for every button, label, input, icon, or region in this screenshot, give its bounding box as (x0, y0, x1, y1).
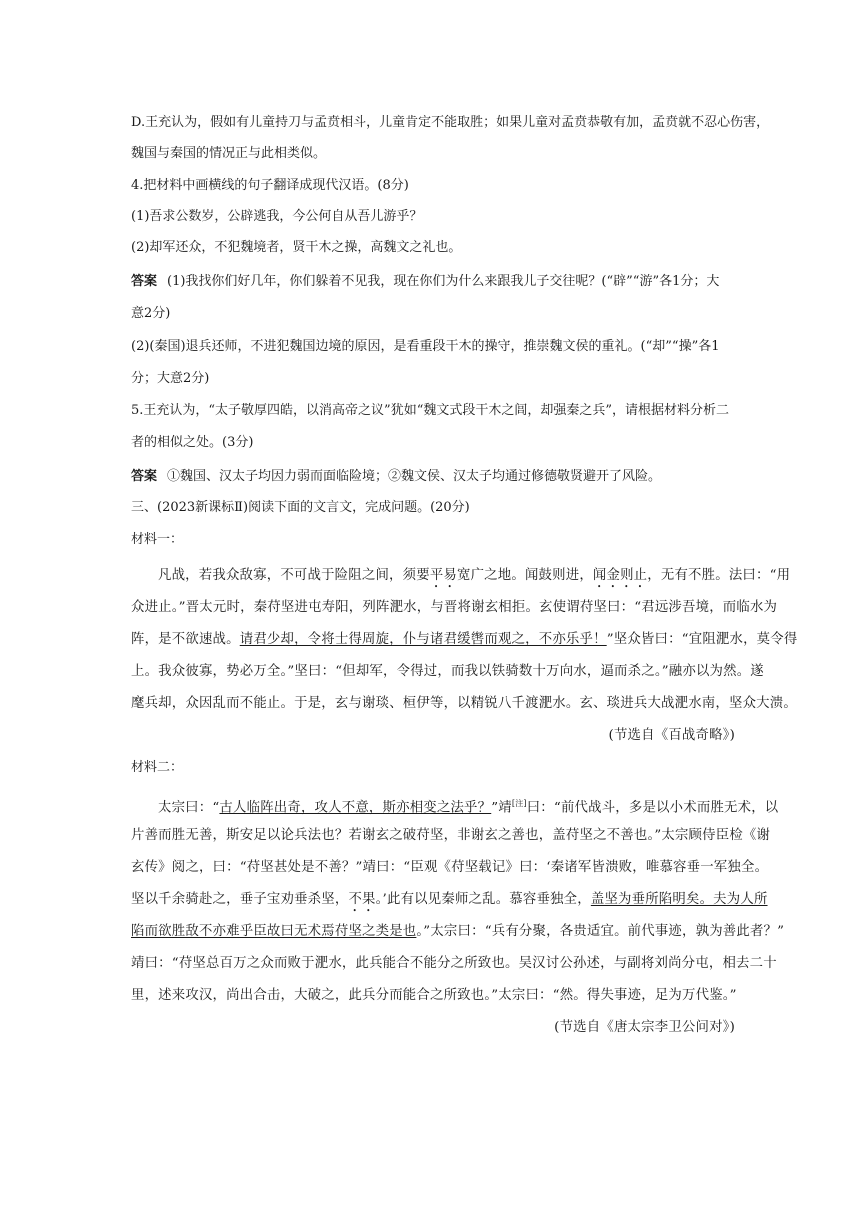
text-run: 坚以千余骑赴之，垂子宝劝垂杀坚， (131, 892, 349, 907)
underlined-sentence: 陷而欲胜敌不亦难乎臣故曰无术焉苻坚之类是也 (131, 924, 417, 939)
text-run: 。”太宗曰：“兵有分聚，各贵适宜。前代事迹，孰为善此者？” (416, 924, 785, 939)
material-1-line-3 (131, 631, 797, 649)
material-1-source: (节选自《百战奇略》) (608, 728, 735, 743)
text-run: ，无有不胜。法曰：“用 (647, 568, 791, 583)
material-2-line-4 (131, 891, 768, 915)
text-run: 太宗曰：“ (158, 800, 220, 816)
answer-text: (1)我找你们好几年，你们躲着不见我，现在你们为什么来跟我儿子交往呢？(“辟”“游”各1分；大 (167, 274, 720, 289)
question-5-line-2: 者的相似之处。(3分) (131, 435, 254, 450)
question-4-sentence-1: (1)吾求公数岁，公辟逃我，今公何自从吾儿游乎？ (131, 209, 423, 224)
material-2-line-2: 片善而胜无善，斯安足以论兵法也？若谢玄之破苻坚，非谢玄之善也，盖苻坚之不善也。”太宗顾侍臣检《谢 (131, 828, 771, 843)
answer-text: ①魏国、汉太子均因力弱而面临险境；②魏文侯、汉太子均通过修德敬贤避开了风险。 (167, 469, 662, 484)
question-4-prompt: 4.把材料中画横线的句子翻译成现代汉语。(8分) (131, 178, 409, 193)
question-4-answer-line-2: 意2分) (131, 306, 171, 321)
underlined-sentence: 盖坚为垂所陷明矣。夫为人所 (590, 892, 768, 907)
material-2-line-1 (131, 795, 778, 817)
question-4-answer-line-4: 分；大意2分) (131, 371, 210, 386)
underlined-sentence: 古人临阵出奇，攻人不意，斯亦相变之法乎？ (219, 800, 492, 816)
material-1-line-5: 麾兵却，众因乱而不能止。于是，玄与谢琰、桓伊等，以精锐八千渡淝水。玄、琰进兵大战淝水南，坚众大溃。 (131, 696, 797, 711)
text-run: 阵，是不欲速战。 (131, 632, 240, 647)
material-2-line-7: 里，述来攻汉，尚出合击，大破之，此兵分而能合之所致也。”太宗曰：“然。得失事迹，足为万代鉴。” (131, 988, 737, 1003)
question-4-answer-line-3: (2)(秦国)退兵还师，不进犯魏国边境的原因，是看重段干木的操守，推崇魏文侯的重礼。(“却”“操”各1 (131, 339, 720, 354)
text-run: 曰：“前代战斗，多是以小术而胜无术，以 (526, 800, 779, 816)
dotted-word: 闻金则止 (592, 568, 648, 583)
material-2-source: (节选自《唐太宗李卫公问对》) (554, 1020, 735, 1035)
material-1-line-2: 众进止。”晋太元时，秦苻坚进屯寿阳，列阵淝水，与晋将谢玄相拒。玄使谓苻坚曰：“君远涉吾境，而临水为 (131, 600, 778, 615)
text-run: 宽广之地。闻鼓则进， (457, 568, 593, 583)
text-run: ”坚众皆曰：“宜阻淝水，莫令得 (606, 632, 798, 647)
text-run: ”靖 (491, 800, 512, 816)
question-5-line-1: 5.王充认为，“太子敬厚四皓，以消高帝之议”犹如“魏文式段干木之闾，却强秦之兵”，请根据材料分析二 (131, 403, 729, 418)
material-1-label: 材料一： (131, 532, 184, 547)
option-d-line-1: D.王充认为，假如有儿童持刀与孟贲相斗，儿童肯定不能取胜；如果儿童对孟贲恭敬有加，孟贲就不忍心伤害， (131, 115, 770, 130)
text-run: 。’此有以见秦师之乱。慕容垂独全， (375, 892, 591, 907)
footnote-marker: [注] (511, 799, 527, 808)
question-4-sentence-2: (2)却军还众，不犯魏境者，贤干木之操，高魏文之礼也。 (131, 240, 462, 255)
section-3-title: 三、(2023新课标Ⅱ)阅读下面的文言文，完成问题。(20分) (131, 500, 470, 515)
question-5-answer (131, 468, 661, 486)
answer-label: 答案 (131, 469, 158, 484)
dotted-word: 平易 (429, 568, 457, 583)
material-1-line-1 (131, 567, 790, 591)
material-2-label: 材料二： (131, 760, 184, 775)
text-run: 凡战，若我众敌寡，不可战于险阻之间，须要 (158, 568, 430, 583)
material-2-line-3: 玄传》阅之，曰：“苻坚甚处是不善？”靖曰：“臣观《苻坚载记》曰：‘秦诸军皆溃败，唯慕容垂一军独全。 (131, 860, 769, 875)
option-d-line-2: 魏国与秦国的情况正与此相类似。 (131, 146, 327, 161)
answer-label: 答案 (131, 274, 158, 289)
material-1-line-4: 上。我众彼寡，势必万全。”坚曰：“但却军，令得过，而我以铁骑数十万向水，逼而杀之。”融亦以为然。遂 (131, 664, 764, 679)
material-2-line-5 (131, 923, 784, 941)
underlined-sentence: 请君少却，令将士得周旋，仆与诸君缓辔而观之，不亦乐乎！ (239, 632, 607, 647)
material-2-line-6: 靖曰：“苻坚总百万之众而败于淝水，此兵能合不能分之所致也。吴汉讨公孙述，与副将刘尚分屯，相去二十 (131, 956, 777, 971)
question-4-answer-line-1 (131, 273, 719, 291)
dotted-word: 不果 (348, 892, 376, 907)
